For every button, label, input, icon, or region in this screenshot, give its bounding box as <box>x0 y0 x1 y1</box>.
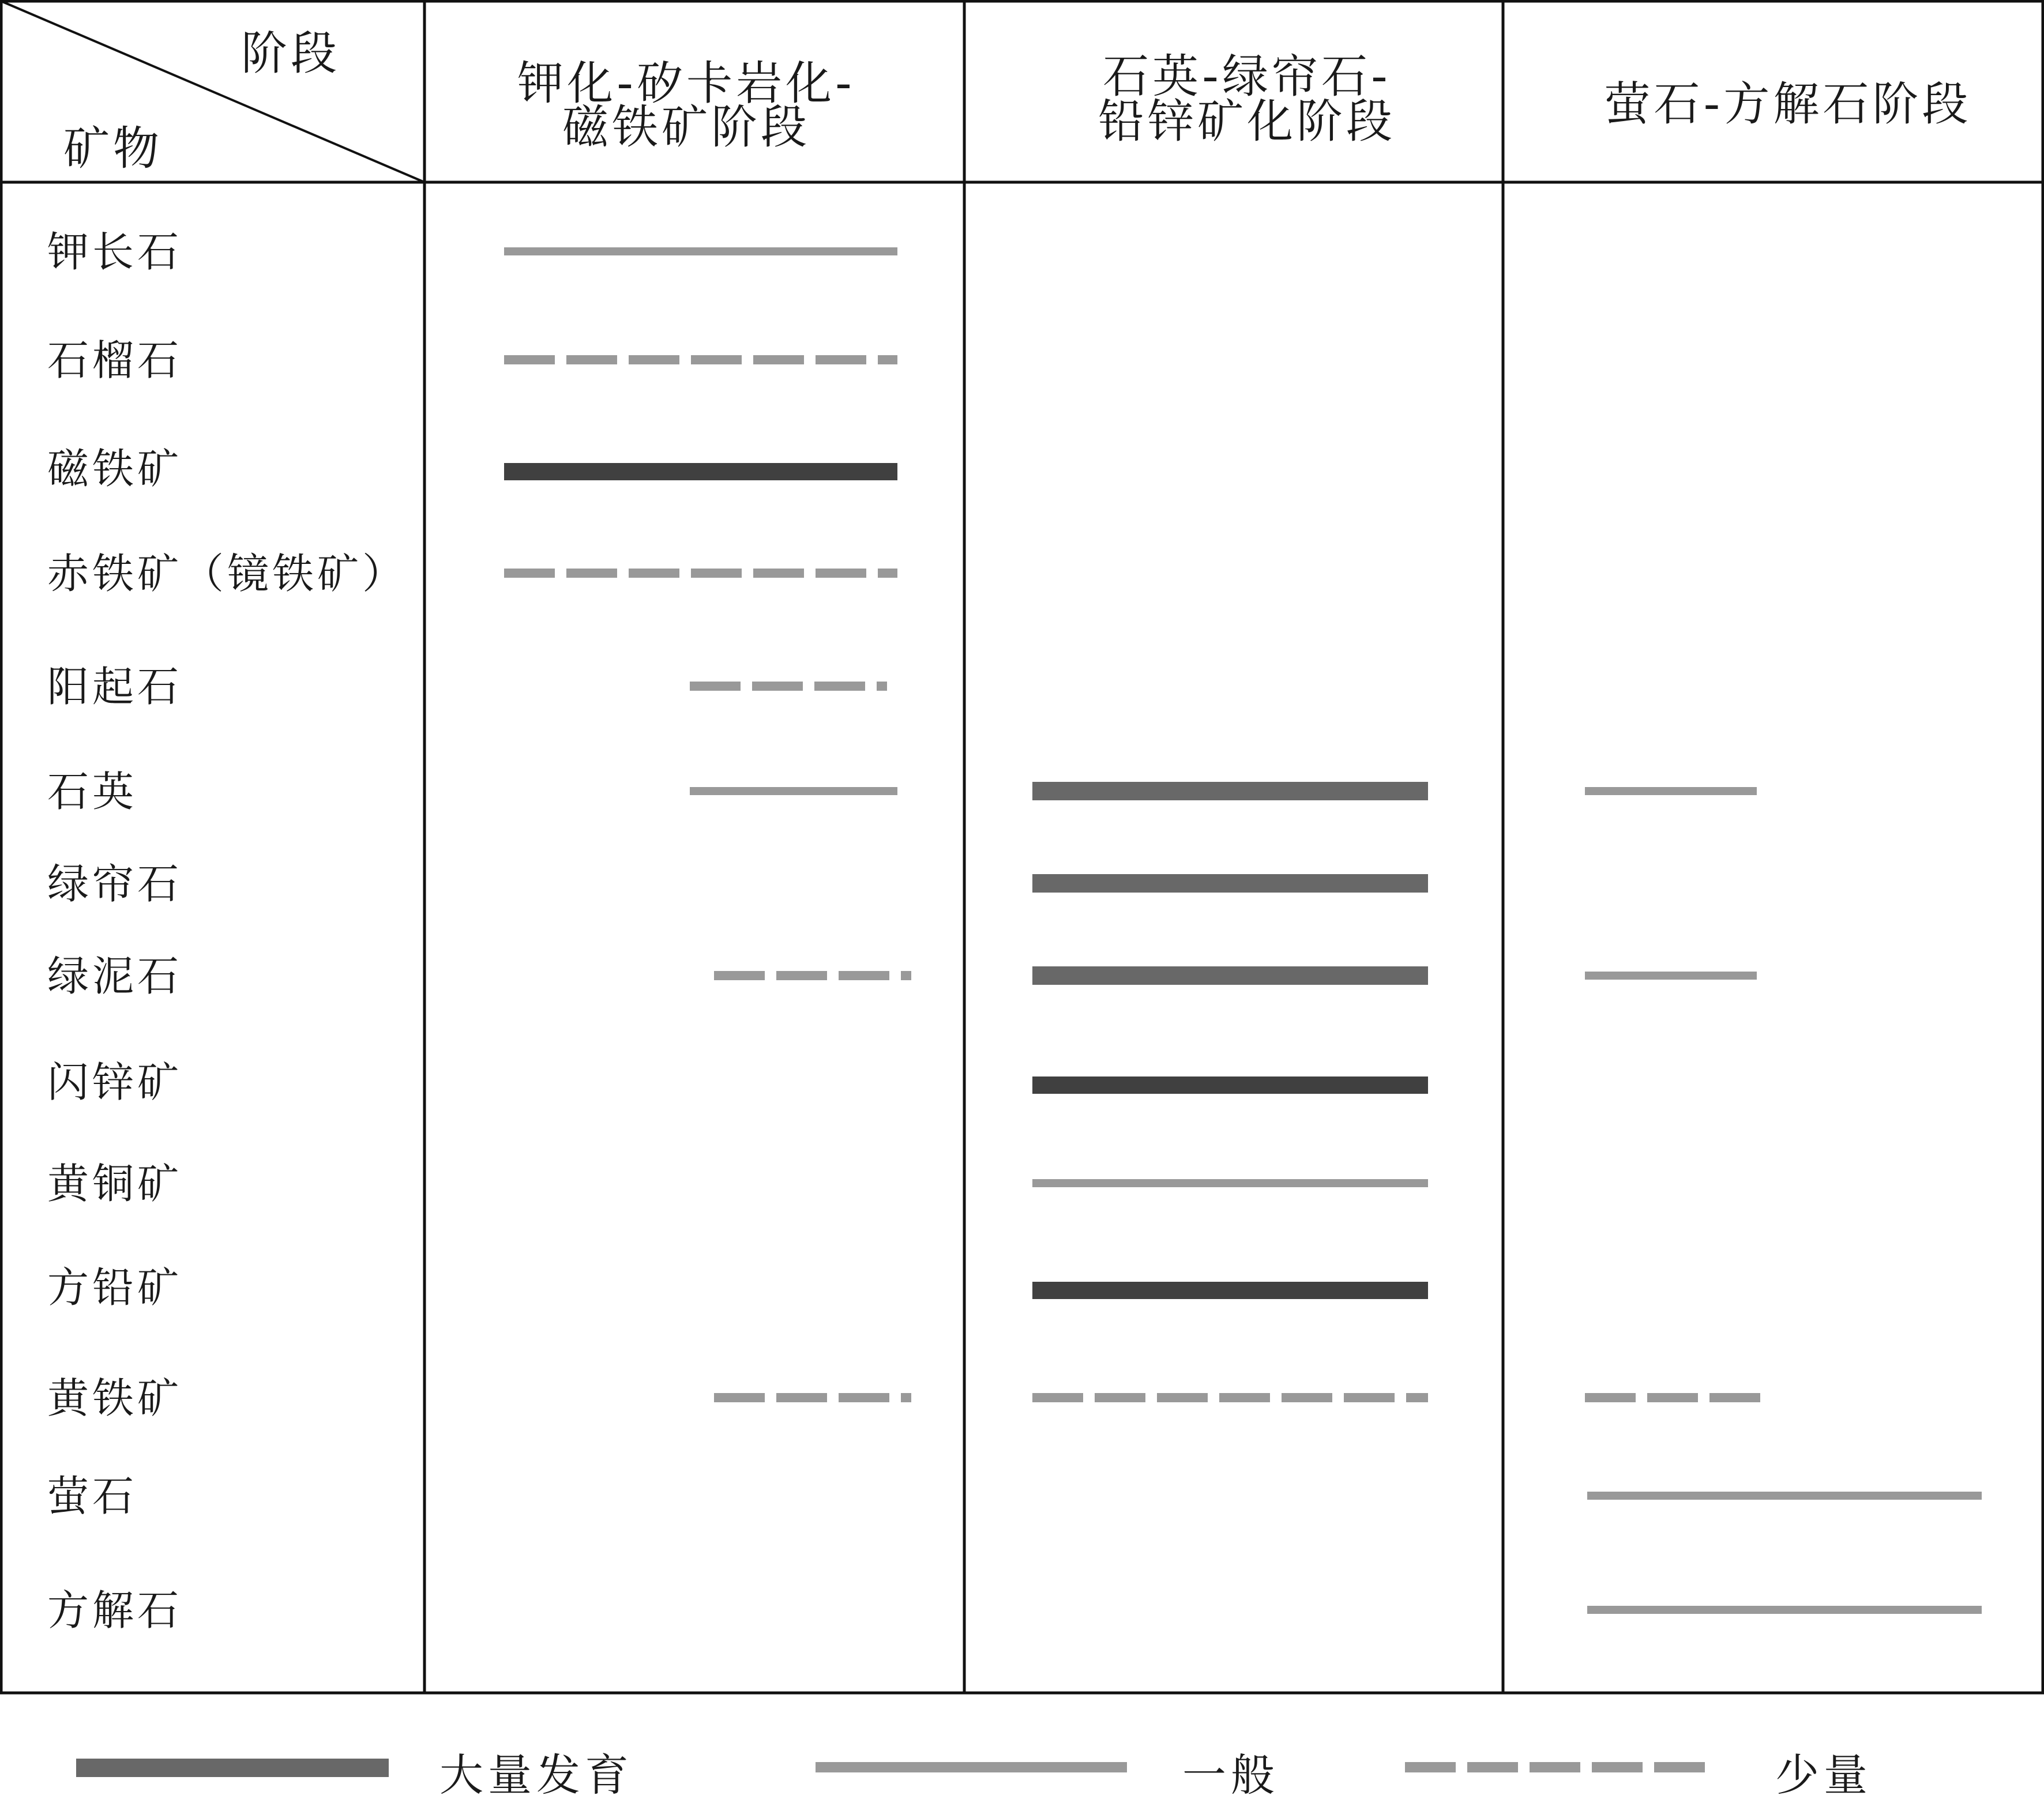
stage-3-title: 萤石-方解石阶段 <box>1604 77 1972 131</box>
stage-2-title-line2: 铅锌矿化阶段 <box>1098 95 1396 148</box>
mineral-label: 赤铁矿（镜铁矿） <box>47 549 408 598</box>
mineral-label: 石英 <box>47 767 138 816</box>
mineral-label: 阳起石 <box>47 663 183 711</box>
mineral-label: 黄铜矿 <box>47 1160 183 1208</box>
mineral-label: 绿泥石 <box>47 952 183 1000</box>
mineral-label: 方铅矿 <box>47 1263 183 1312</box>
header-stage-label: 阶段 <box>241 27 340 80</box>
mineral-label: 钾长石 <box>47 228 183 276</box>
mineral-label: 萤石 <box>47 1472 138 1520</box>
legend-label-minor: 少量 <box>1775 1749 1872 1801</box>
legend-swatch-minor <box>1405 1762 1716 1772</box>
stage-2-title-line1: 石英-绿帘石- <box>1103 50 1391 103</box>
legend-swatch-common <box>816 1762 1127 1772</box>
mineral-label: 闪锌矿 <box>47 1058 183 1106</box>
legend-swatch-abundant <box>76 1759 389 1777</box>
mineral-label: 绿帘石 <box>47 860 183 908</box>
mineral-label: 黄铁矿 <box>47 1374 183 1422</box>
mineral-label: 磁铁矿 <box>47 445 183 493</box>
legend-label-common: 一般 <box>1182 1749 1279 1801</box>
stage-1-title-line1: 钾化-矽卡岩化- <box>517 57 855 110</box>
mineral-label: 石榴石 <box>47 336 183 385</box>
legend-label-abundant: 大量发育 <box>439 1749 633 1801</box>
table-frame <box>1 1 2043 1693</box>
stage-1-title-line2: 磁铁矿阶段 <box>562 100 810 154</box>
legend <box>0 1724 2044 1801</box>
mineral-label: 方解石 <box>47 1586 183 1635</box>
header-mineral-label: 矿物 <box>63 122 163 175</box>
